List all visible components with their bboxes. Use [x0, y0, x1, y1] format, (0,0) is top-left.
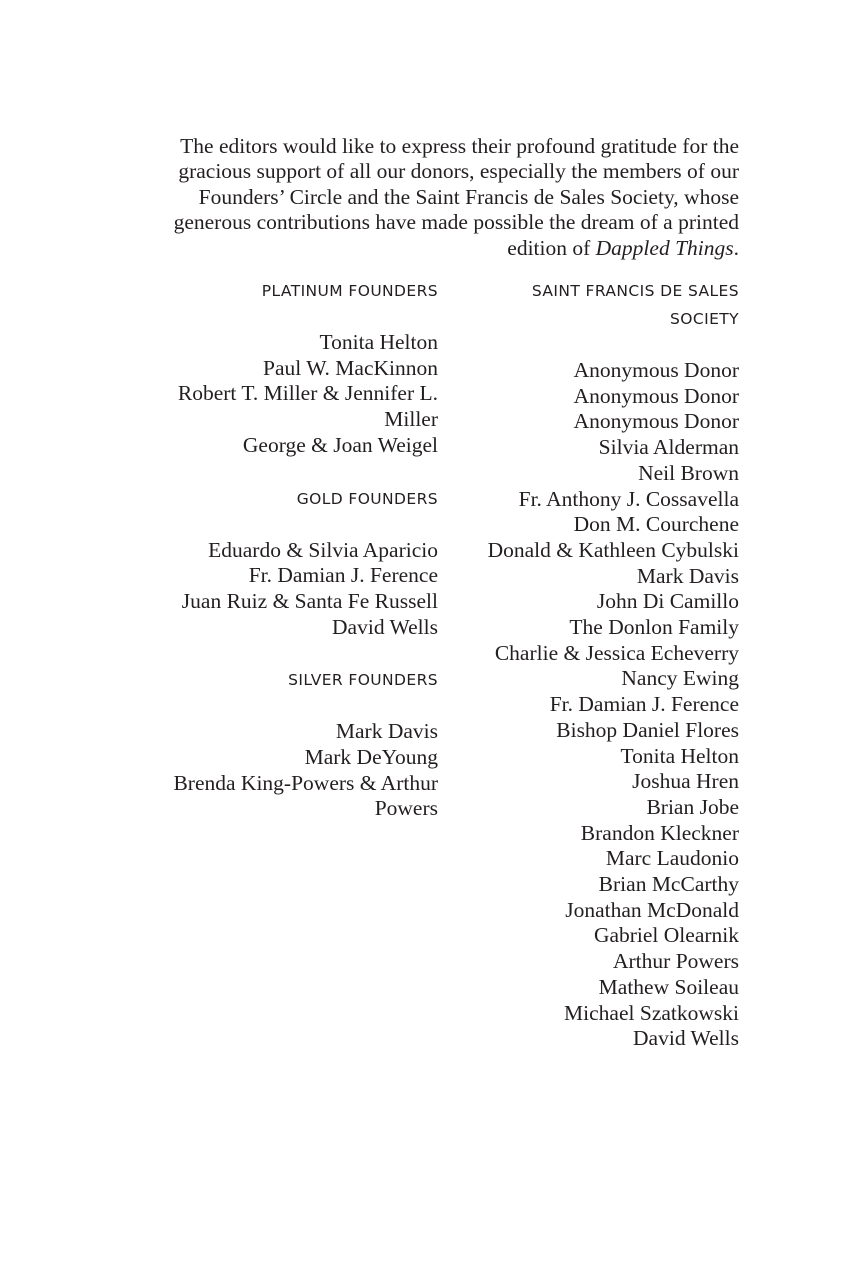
spacer: [140, 459, 438, 485]
gold-founders-list: [140, 538, 438, 641]
society-column: [455, 277, 739, 1052]
donor-name: Tonita Helton: [620, 743, 739, 768]
society-heading: [455, 277, 739, 333]
donor-name: Robert T. Miller & Jennifer L. Miller: [177, 381, 438, 432]
donor-name: Silvia Alderman: [598, 435, 739, 460]
intro-text: The editors would like to express their profound gratitude for the gracious support of all our donors, especially the members of our Founders’ Circle and the Saint Francis de Sales Society, whose generous contributions have made possible the dream of a printed edition of: [173, 133, 739, 260]
gold-founders-heading: GOLD FOUNDERS: [296, 489, 438, 508]
donor-name: Don M. Courchene: [573, 512, 739, 537]
donor-name: Nancy Ewing: [621, 666, 739, 691]
spacer: [140, 305, 438, 330]
donor-name: Brian Jobe: [646, 794, 739, 819]
platinum-founders-list: [140, 330, 438, 459]
donor-name: David Wells: [332, 614, 438, 639]
founders-column: [140, 277, 438, 822]
donor-name: Arthur Powers: [613, 949, 739, 974]
donor-name: Fr. Anthony J. Cossavella: [518, 486, 739, 511]
donor-name: George & Joan Weigel: [242, 432, 438, 457]
spacer: [140, 640, 438, 666]
spacer: [455, 333, 739, 358]
donor-name: Joshua Hren: [632, 769, 739, 794]
spacer: [140, 513, 438, 538]
donor-name: Brenda King-Powers & Arthur Powers: [173, 770, 438, 821]
society-heading-line2: SOCIETY: [670, 310, 739, 328]
intro-end: .: [733, 235, 739, 260]
silver-founders-heading: SILVER FOUNDERS: [288, 671, 438, 690]
donor-name: Mark DeYoung: [304, 745, 438, 770]
donor-name: The Donlon Family: [569, 615, 739, 640]
donor-name: Brandon Kleckner: [580, 820, 739, 845]
donor-name: Mathew Soileau: [598, 974, 739, 999]
donor-name: Fr. Damian J. Ference: [248, 563, 438, 588]
silver-founders-list: [140, 719, 438, 822]
donor-name: Jonathan McDonald: [565, 897, 739, 922]
donor-name: David Wells: [633, 1026, 739, 1051]
society-heading-line1: SAINT FRANCIS DE SALES: [531, 282, 739, 300]
donor-name: Charlie & Jessica Echeverry: [494, 640, 739, 665]
donor-name: Michael Szatkowski: [564, 1000, 739, 1025]
donor-name: Anonymous Donor: [573, 358, 739, 382]
spacer: [140, 694, 438, 719]
donor-name: Neil Brown: [638, 460, 739, 485]
donor-name: Bishop Daniel Flores: [556, 717, 739, 742]
platinum-founders-heading: PLATINUM FOUNDERS: [261, 282, 438, 300]
donor-name: Fr. Damian J. Ference: [549, 692, 739, 717]
intro-paragraph: [140, 134, 739, 262]
society-members-list: [455, 358, 739, 1052]
publication-title: Dappled Things: [595, 235, 734, 260]
donor-name: Anonymous Donor: [573, 409, 739, 434]
donor-name: Mark Davis: [335, 719, 438, 744]
donor-name: Donald & Kathleen Cybulski: [487, 537, 739, 562]
donor-name: Anonymous Donor: [573, 383, 739, 408]
donor-name: John Di Camillo: [596, 589, 739, 614]
donor-name: Marc Laudonio: [605, 846, 739, 871]
donor-name: Gabriel Olearnik: [593, 923, 739, 948]
donor-name: Eduardo & Silvia Aparicio: [208, 537, 438, 562]
donor-name: Paul W. MacKinnon: [263, 355, 438, 380]
donor-name: Mark Davis: [636, 563, 739, 588]
donor-name: Tonita Helton: [319, 330, 438, 354]
donor-name: Juan Ruiz & Santa Fe Russell: [181, 588, 438, 613]
donor-name: Brian McCarthy: [598, 872, 739, 897]
